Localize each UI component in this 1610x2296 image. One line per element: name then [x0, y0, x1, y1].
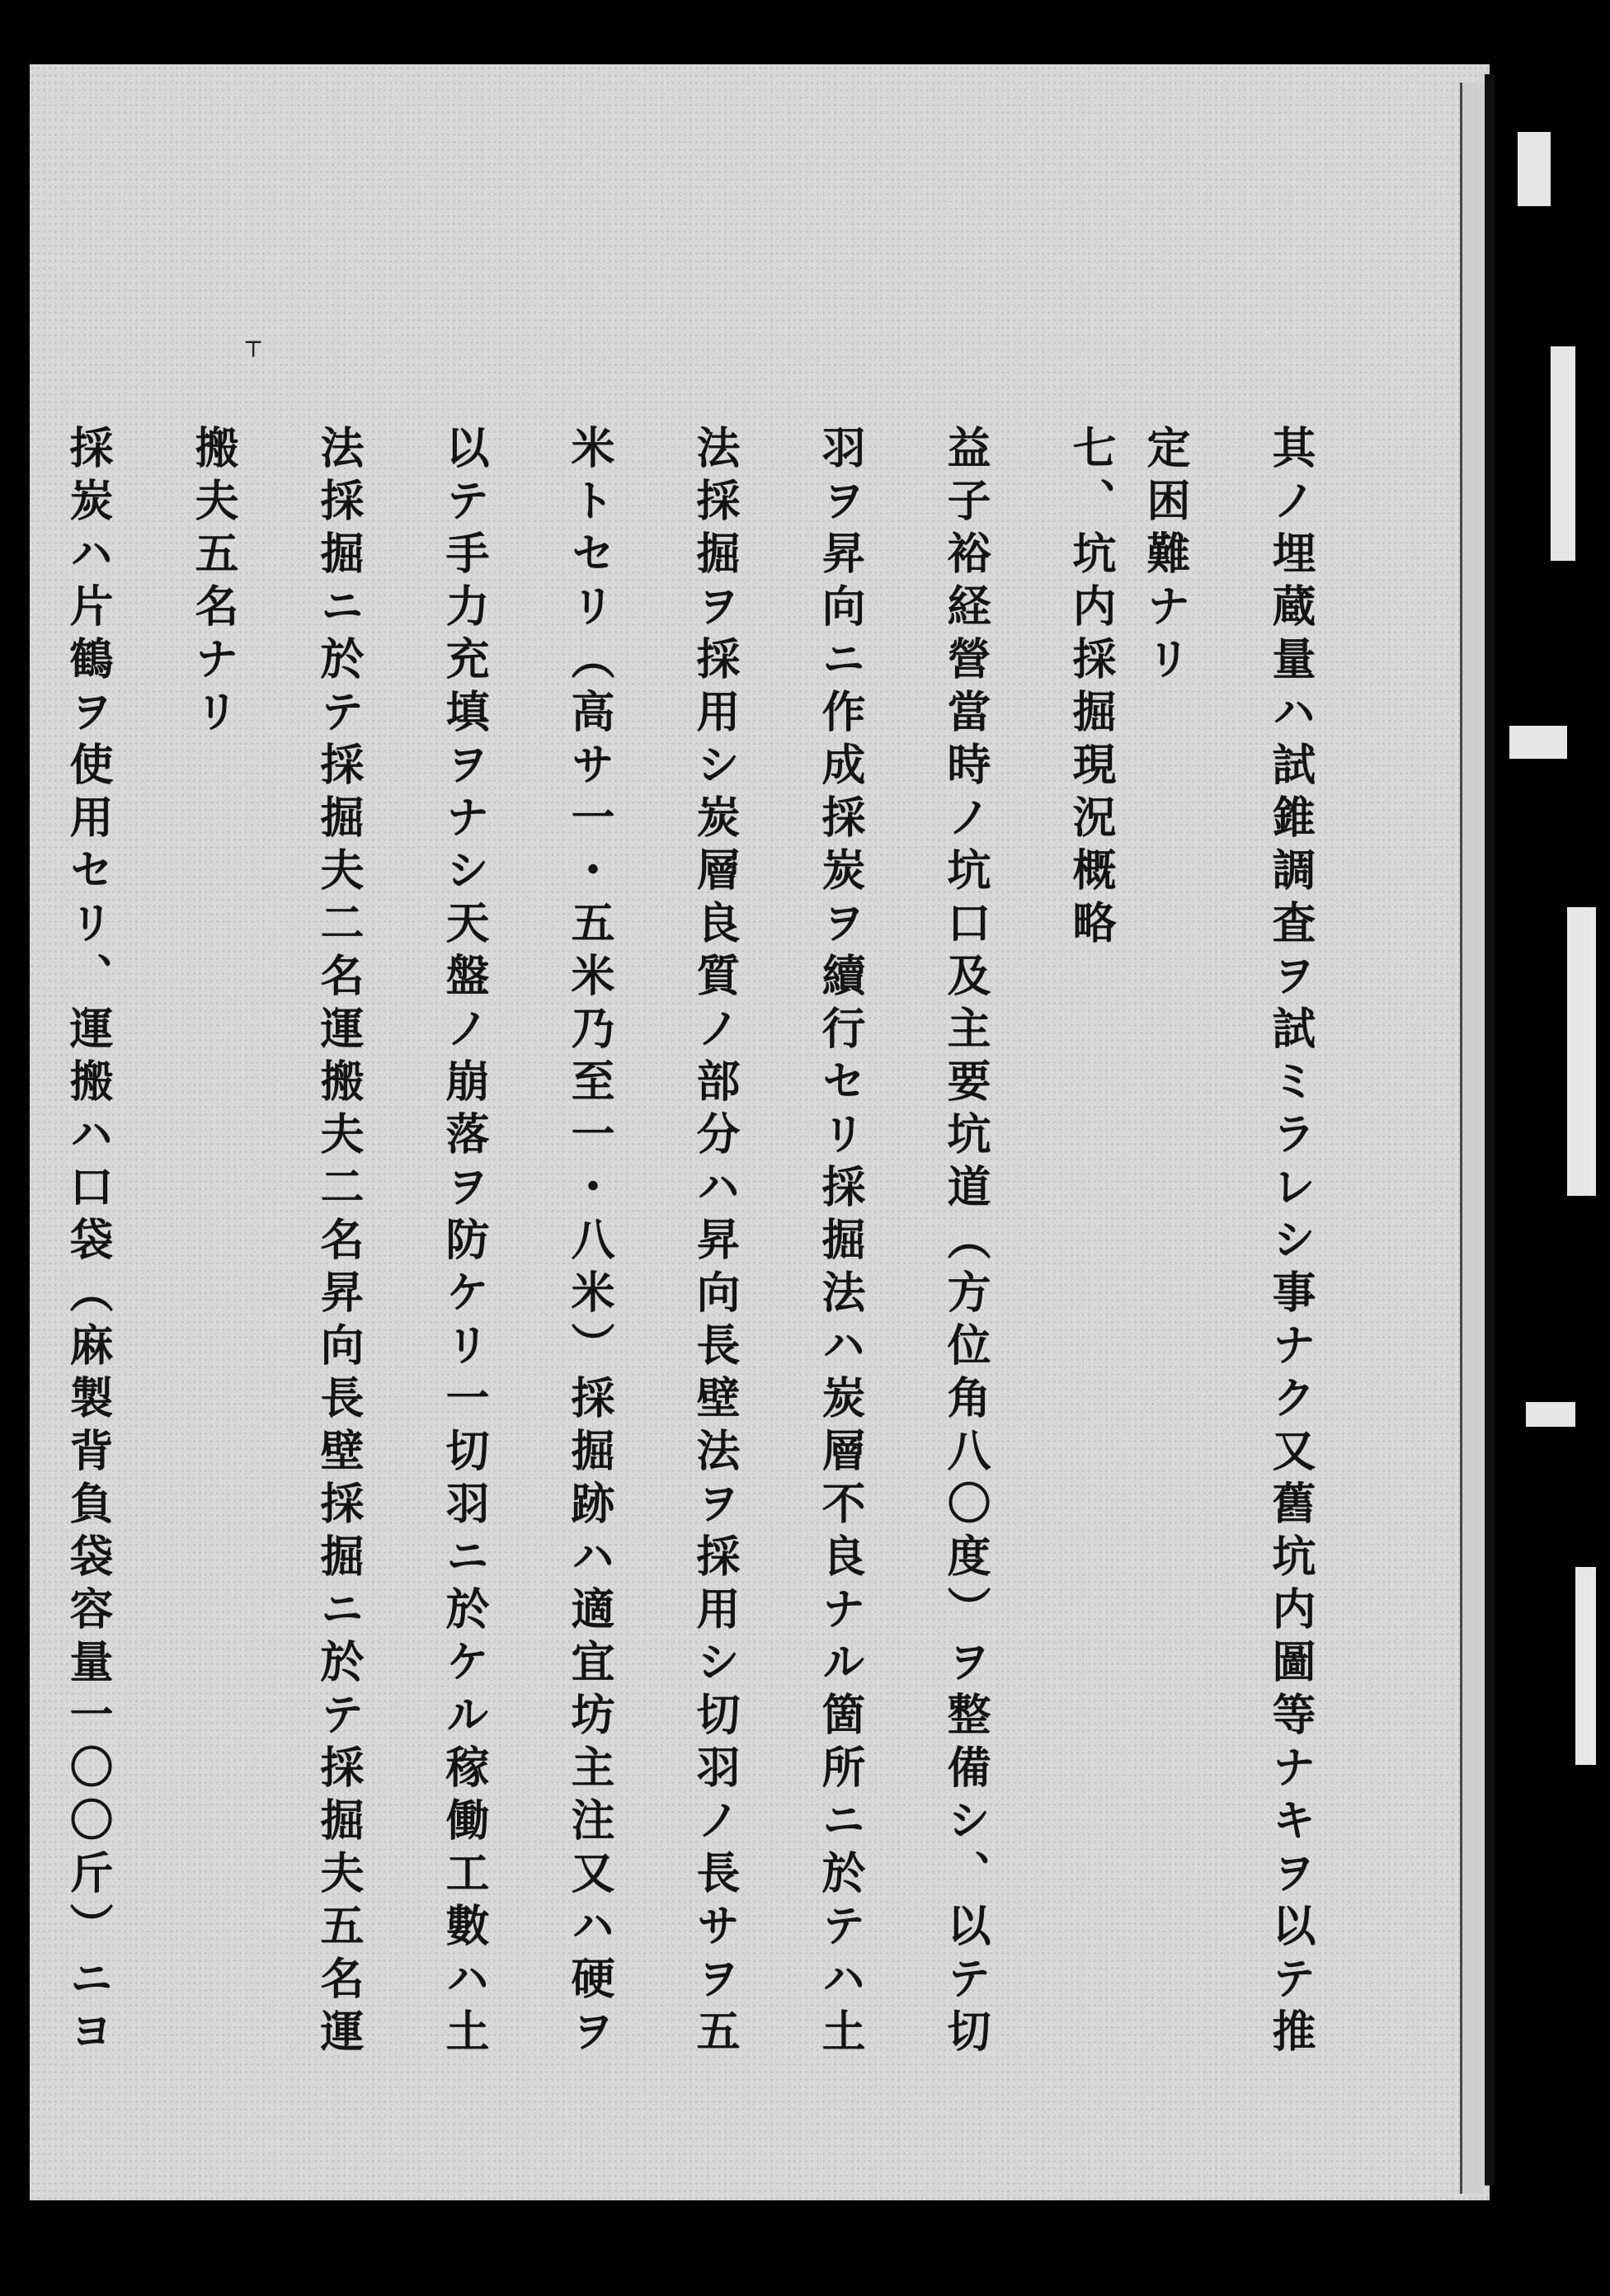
text-line: 羽ヲ昇向ニ作成採炭ヲ續行セリ採掘法ハ炭層不良ナル箇所ニ於テハ土 [815, 425, 866, 2061]
margin-mark: ┬ [246, 328, 261, 357]
torn-paper-fragment [1575, 1567, 1596, 1765]
torn-paper-fragment [1551, 346, 1575, 561]
text-line: 採炭ハ片鶴ヲ使用セリ、運搬ハ口袋（麻製背負袋容量一〇〇斤）ニヨ [63, 425, 114, 2061]
text-line: 益子裕経營當時ノ坑口及主要坑道（方位角八〇度）ヲ整備シ、以テ切 [940, 425, 991, 2061]
text-line: 米トセリ（高サ一・五米乃至一・八米）採掘跡ハ適宜坊主注又ハ硬ヲ [564, 425, 615, 2061]
torn-paper-fragment [1567, 907, 1596, 1196]
text-line: 法採掘ニ於テ採掘夫二名運搬夫二名昇向長壁採掘ニ於テ採掘夫五名運 [313, 425, 365, 2061]
torn-paper-fragment [1518, 132, 1551, 206]
section-heading: 七、坑内採掘現況概略 [1066, 425, 1117, 953]
text-line [0, 425, 51, 2091]
text-line: 法採掘ヲ採用シ炭層良質ノ部分ハ昇向長壁法ヲ採用シ切羽ノ長サヲ五 [690, 425, 741, 2061]
text-line: 搬夫五名ナリ [188, 425, 239, 741]
vertical-text-body [0, 425, 1379, 2091]
torn-paper-fragment [1526, 1402, 1575, 1427]
text-line: 其ノ埋蔵量ハ試錐調査ヲ試ミラレシ事ナク又舊坑内圖等ナキヲ以テ推 [1265, 425, 1316, 2061]
text-line: 以テ手力充填ヲナシ天盤ノ崩落ヲ防ケリ一切羽ニ於ケル稼働工數ハ土 [439, 425, 490, 2061]
text-line: 定困難ナリ [1140, 425, 1191, 689]
book-spine [1485, 74, 1495, 2185]
page-binding-edge [1460, 82, 1484, 2194]
torn-paper-fragment [1509, 726, 1567, 759]
